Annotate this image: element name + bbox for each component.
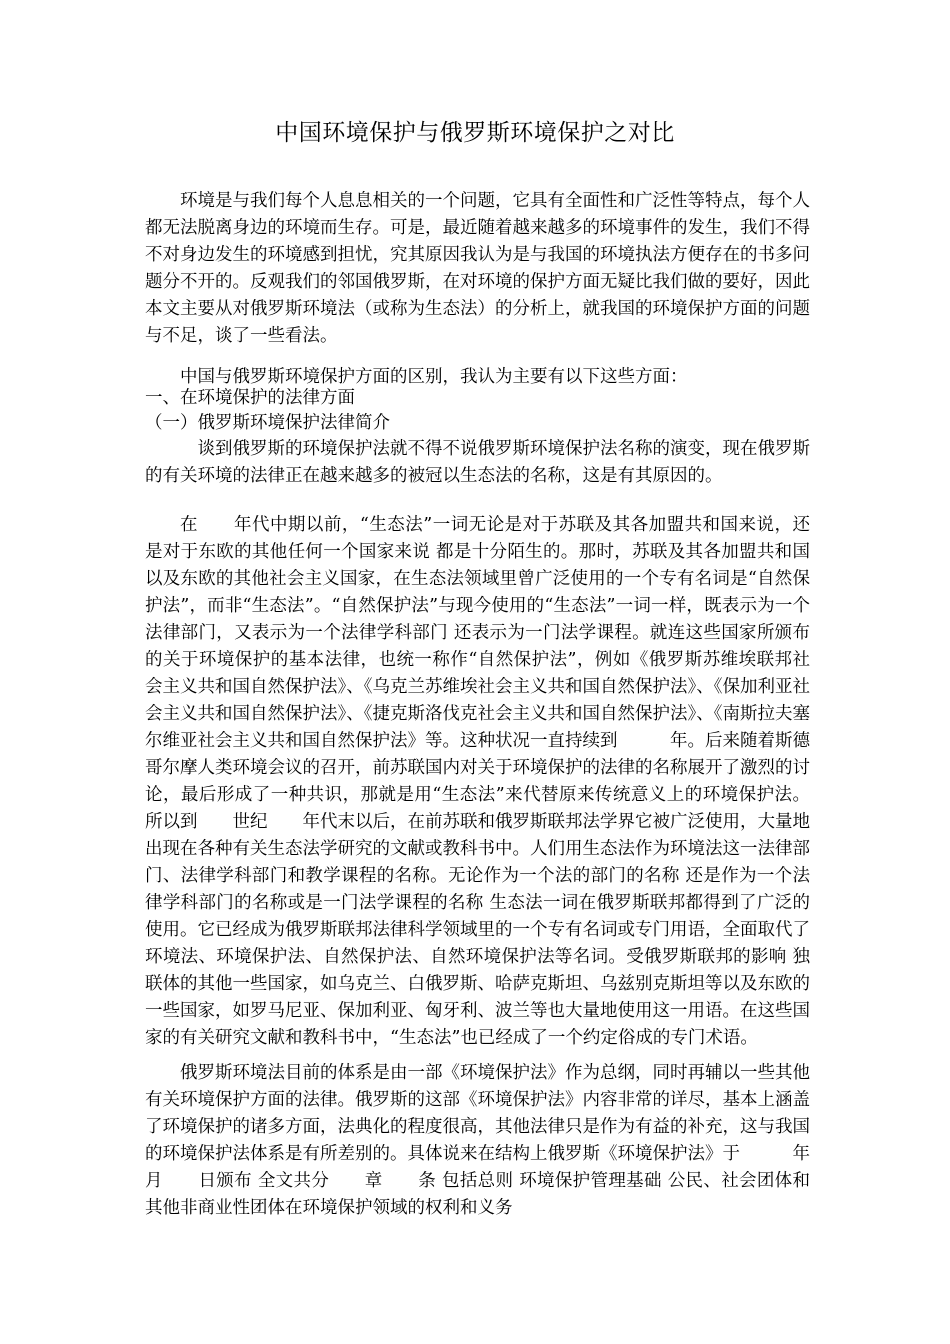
name-evolution-paragraph: 谈到俄罗斯的环境保护法就不得不说俄罗斯环境保护法名称的演变，现在俄罗斯的有关环境的法律正在越来越多的被冠以生态法的名称，这是有其原因的。 bbox=[145, 439, 810, 486]
document-title: 中国环境保护与俄罗斯环境保护之对比 bbox=[275, 120, 675, 146]
law-system-paragraph: 俄罗斯环境法目前的体系是由一部《环境保护法》作为总纲，同时再辅以一些其他有关环境保护方面的法律。俄罗斯的这部《环境保护法》内容非常的详尽，基本上涵盖了环境保护的诸多方面，法典化的程度很高，其他法律只是作为有益的补充，这与我国的环境保护法体系是有所差别的。具体说来在结构上俄罗斯《环境保护法》于 年 月 日颁布 全文共分 章 条 包括总则 环境保护管理基础 公民、社会团体和其他非商业性团体在环境保护领域的权利和义务 bbox=[145, 1063, 828, 1218]
intro-paragraph: 环境是与我们每个人息息相关的一个问题，它具有全面性和广泛性等特点，每个人都无法脱离身边的环境而生存。可是，最近随着越来越多的环境事件的发生，我们不得不对身边发生的环境感到担忧，究其原因我认为是与我国的环境执法方便存在的书多问题分不开的。反观我们的邻国俄罗斯，在对环境的保护方面无疑比我们做的要好，因此本文主要从对俄罗斯环境法（或称为生态法）的分析上，就我国的环境保护方面的问题与不足，谈了一些看法。 bbox=[145, 191, 810, 346]
lead-paragraph: 中国与俄罗斯环境保护方面的区别，我认为主要有以下这些方面： bbox=[180, 367, 688, 387]
subsection-heading: （一）俄罗斯环境保护法律简介 bbox=[145, 413, 390, 433]
section-heading: 一、在环境保护的法律方面 bbox=[145, 388, 355, 408]
history-paragraph: 在 年代中期以前，“生态法”一词无论是对于苏联及其各加盟共和国来说，还是对于东欧的其他任何一个国家来说 都是十分陌生的。那时，苏联及其各加盟共和国以及东欧的其他社会主义国家，在生态法领域里曾广泛使用的一个专有名词是“自然保护法”，而非“生态法”。“自然保护法”与现今使用的“生态法”一词一样，既表示为一个法律部门，又表示为一个法律学科部门 还表示为一门法学课程。就连这些国家所颁布的关于环境保护的基本法律，也统一称作“自然保护法”，例如《俄罗斯苏维埃联邦社会主义共和国自然保护法》、《乌克兰苏维埃社会主义共和国自然保护法》、《保加利亚社会主义共和国自然保护法》、《捷克斯洛伐克社会主义共和国自然保护法》、《南斯拉夫塞尔维亚社会主义共和国自然保护法》等。这种状况一直持续到 年。后来随着斯德哥尔摩人类环境会议的召开，前苏联国内对关于环境保护的法律的名称展开了激烈的讨论，最后形成了一种共识，那就是用“生态法”来代替原来传统意义上的环境保护法。所以到 世纪 年代末以后，在前苏联和俄罗斯联邦法学界它被广泛使用，大量地出现在各种有关生态法学研究的文献或教科书中。人们用生态法作为环境法这一法律部门、法律学科部门和教学课程的名称。无论作为一个法的部门的名称 还是作为一个法律学科部门的名称或是一门法学课程的名称 生态法一词在俄罗斯联邦都得到了广泛的使用。它已经成为俄罗斯联邦法律科学领域里的一个专有名词或专门用语，全面取代了环境法、环境保护法、自然保护法、自然环境保护法等名词。受俄罗斯联邦的影响 独联体的其他一些国家，如乌克兰、白俄罗斯、哈萨克斯坦、乌兹别克斯坦等以及东欧的一些国家，如罗马尼亚、保加利亚、匈牙利、波兰等也大量地使用这一用语。在这些国家的有关研究文献和教科书中，“生态法”也已经成了一个约定俗成的专门术语。 bbox=[145, 515, 810, 1048]
